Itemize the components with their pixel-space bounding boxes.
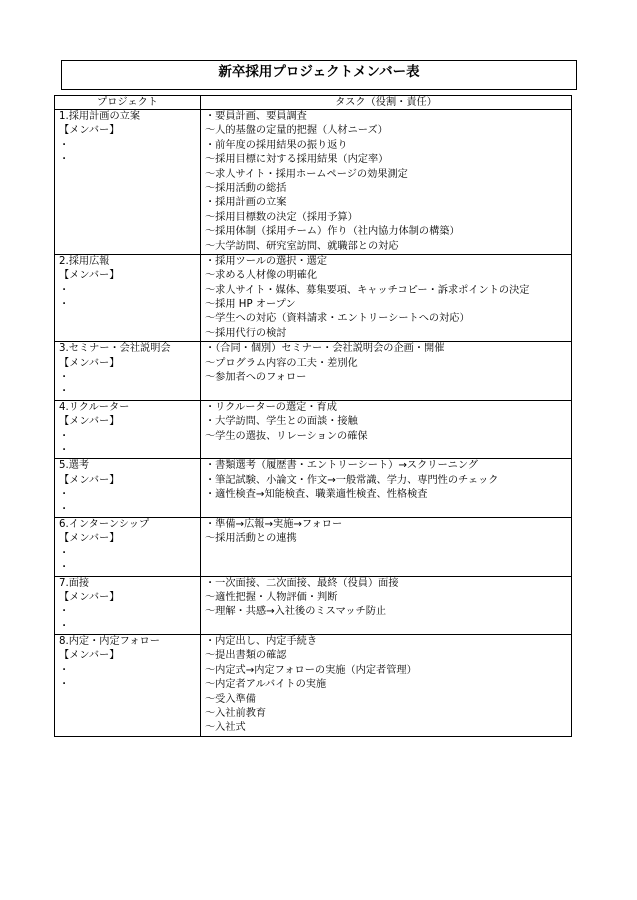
- table-row: [55, 254, 572, 341]
- task-line: ～学生への対応（資料請求・エントリーシートへの対応）: [205, 313, 470, 325]
- task-line: ・（合同・個別）セミナー・会社説明会の企画・開催: [205, 343, 445, 355]
- task-line: ～参加者へのフォロー: [205, 372, 307, 384]
- task-line: ・前年度の採用結果の振り返り: [205, 139, 348, 151]
- task-cell: [201, 517, 572, 576]
- task-line: ～内定者アルバイトの実施: [205, 679, 327, 691]
- project-line: 【メンバー】: [59, 416, 120, 428]
- task-line: ～採用活動の総括: [205, 182, 287, 194]
- project-line: 1.採用計画の立案: [59, 111, 141, 122]
- project-line: ・: [59, 606, 70, 618]
- table-row: [55, 576, 572, 635]
- task-cell: [201, 459, 572, 518]
- project-line: ・: [59, 372, 70, 384]
- project-cell: [55, 110, 201, 255]
- project-cell: [55, 635, 201, 737]
- task-line: ～採用代行の検討: [205, 327, 287, 339]
- task-line: ・大学訪問、学生との面談・接触: [205, 416, 358, 428]
- task-line: ～入社式: [205, 722, 246, 734]
- project-line: 8.内定・内定フォロー: [59, 636, 160, 648]
- task-line: ～採用 HP オープン: [205, 299, 296, 311]
- project-line: ・: [59, 664, 70, 676]
- task-line: ～受入準備: [205, 693, 256, 705]
- task-line: ・採用ツールの選択・選定: [205, 255, 328, 267]
- task-line: ～大学訪問、研究室訪問、就職部との対応: [205, 240, 399, 252]
- task-line: ～適性把握・人物評価・判断: [205, 591, 338, 603]
- blank-line: [205, 444, 571, 458]
- task-line: ・準備→広報→実施→フォロー: [205, 518, 343, 530]
- blank-line: [205, 620, 571, 634]
- project-line: ・: [59, 299, 70, 311]
- project-line: 【メンバー】: [59, 591, 120, 603]
- blank-line: [59, 240, 200, 254]
- document-title: 新卒採用プロジェクトメンバー表: [61, 60, 577, 90]
- header-row: [55, 96, 572, 110]
- task-line: ・適性検査→知能検査、職業適性検査、性格検査: [205, 489, 428, 501]
- task-line: ～内定式→内定フォローの実施（内定者管理）: [205, 664, 417, 676]
- project-line: ・: [59, 562, 70, 574]
- task-cell: [201, 400, 572, 459]
- project-line: ・: [59, 386, 70, 398]
- project-line: 【メンバー】: [59, 650, 120, 662]
- task-line: ～プログラム内容の工夫・差別化: [205, 357, 358, 369]
- task-line: ～採用目標に対する採用結果（内定率）: [205, 154, 389, 166]
- project-line: 【メンバー】: [59, 474, 120, 486]
- project-cell: [55, 400, 201, 459]
- task-line: ・要員計画、要員調査: [205, 111, 307, 122]
- project-cell: [55, 576, 201, 635]
- task-cell: [201, 254, 572, 341]
- task-cell: [201, 635, 572, 737]
- project-line: 【メンバー】: [59, 125, 120, 137]
- project-cell: [55, 517, 201, 576]
- project-cell: [55, 459, 201, 518]
- task-line: ～求める人材像の明確化: [205, 270, 318, 282]
- task-line: ～求人サイト・採用ホームページの効果測定: [205, 168, 408, 180]
- project-line: 2.採用広報: [59, 255, 110, 267]
- header-project: プロジェクト: [55, 96, 201, 110]
- project-line: ・: [59, 154, 70, 166]
- blank-line: [59, 182, 200, 196]
- project-line: 6.インターンシップ: [59, 518, 150, 530]
- task-line: ・筆記試験、小論文・作文→一般常識、学力、専門性のチェック: [205, 474, 499, 486]
- project-line: 5.選考: [59, 460, 90, 472]
- project-line: ・: [59, 444, 70, 456]
- blank-line: [59, 693, 200, 707]
- task-cell: [201, 576, 572, 635]
- table-row: [55, 342, 572, 401]
- blank-line: [59, 225, 200, 239]
- task-line: ～採用活動との連携: [205, 533, 297, 545]
- table-row: [55, 459, 572, 518]
- task-line: ・リクルーターの選定・育成: [205, 401, 337, 413]
- project-cell: [55, 342, 201, 401]
- project-line: 【メンバー】: [59, 270, 120, 282]
- task-line: ～入社前教育: [205, 708, 267, 720]
- table-row: [55, 517, 572, 576]
- task-cell: [201, 342, 572, 401]
- blank-line: [59, 327, 200, 341]
- table-row: [55, 110, 572, 255]
- project-line: ・: [59, 620, 70, 632]
- project-line: ・: [59, 547, 70, 559]
- blank-line: [59, 312, 200, 326]
- project-line: ・: [59, 489, 70, 501]
- member-table: [54, 95, 572, 737]
- project-cell: [55, 254, 201, 341]
- project-line: ・: [59, 139, 70, 151]
- task-line: ～求人サイト・媒体、募集要項、キャッチコピー・訴求ポイントの決定: [205, 284, 530, 296]
- blank-line: [205, 561, 571, 575]
- blank-line: [59, 707, 200, 721]
- project-line: ・: [59, 679, 70, 691]
- blank-line: [59, 196, 200, 210]
- project-line: ・: [59, 430, 70, 442]
- project-line: 3.セミナー・会社説明会: [59, 343, 171, 355]
- blank-line: [205, 503, 571, 517]
- task-line: ～学生の選抜、リレーションの確保: [205, 430, 368, 442]
- blank-line: [59, 721, 200, 735]
- task-line: ～人的基盤の定量的把握（人材ニーズ）: [205, 125, 388, 137]
- blank-line: [59, 211, 200, 225]
- project-line: ・: [59, 284, 70, 296]
- blank-line: [205, 547, 571, 561]
- project-line: 【メンバー】: [59, 533, 120, 545]
- task-line: ・採用計画の立案: [205, 197, 287, 209]
- task-cell: [201, 110, 572, 255]
- project-line: 【メンバー】: [59, 357, 120, 369]
- blank-line: [59, 168, 200, 182]
- task-line: ～理解・共感→入社後のミスマッチ防止: [205, 606, 387, 618]
- task-line: ～提出書類の確認: [205, 650, 287, 662]
- task-line: ・内定出し、内定手続き: [205, 636, 318, 648]
- header-task: タスク（役割・責任）: [201, 96, 572, 110]
- task-line: ・書類選考（履歴書・エントリーシート）→スクリーニング: [205, 460, 479, 472]
- project-line: 7.面接: [59, 577, 90, 589]
- table-row: [55, 635, 572, 737]
- project-line: 4.リクルーター: [59, 401, 130, 413]
- project-line: ・: [59, 503, 70, 515]
- task-line: ～採用目標数の決定（採用予算）: [205, 211, 358, 223]
- task-line: ～採用体制（採用チーム）作り（社内協力体制の構築）: [205, 226, 460, 238]
- table-row: [55, 400, 572, 459]
- task-line: ・一次面接、二次面接、最終（役員）面接: [205, 577, 399, 589]
- blank-line: [205, 385, 571, 399]
